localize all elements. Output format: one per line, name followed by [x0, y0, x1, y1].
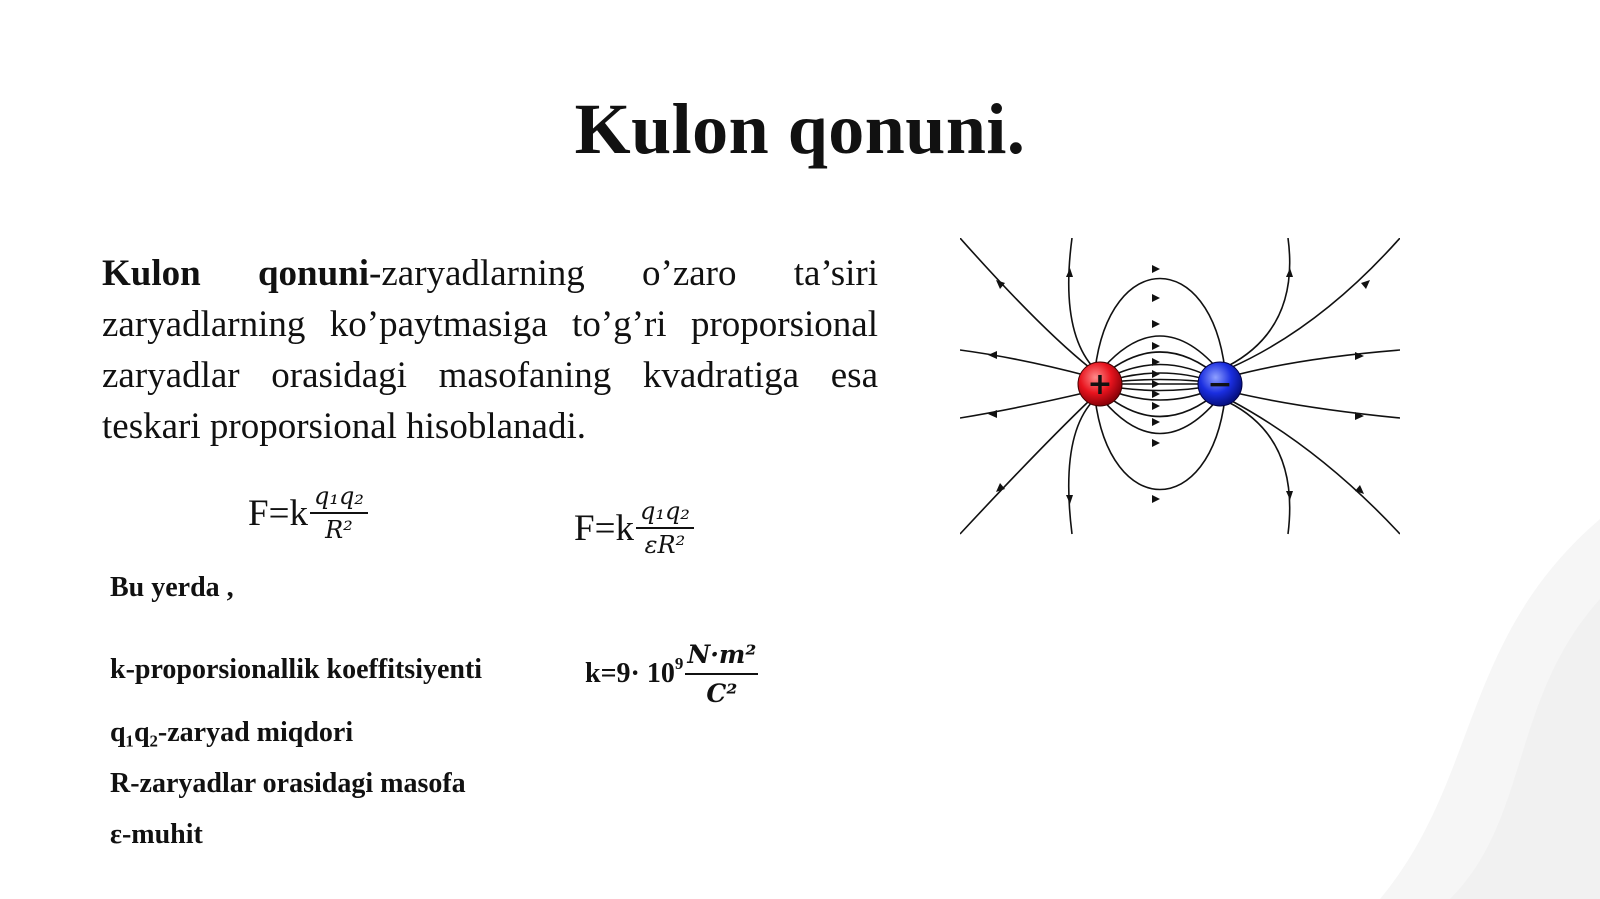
k-formula-denominator: C²: [706, 679, 738, 708]
formula-coulomb-medium: [574, 497, 694, 559]
legend-item-k: k-proporsionallik koeffitsiyenti: [110, 654, 483, 685]
dipole-field-diagram: [960, 238, 1400, 548]
positive-sign: +: [1087, 367, 1113, 402]
negative-sign: −: [1207, 367, 1233, 402]
page-title: Kulon qonuni.: [574, 89, 1026, 169]
definition-text: -zaryadlarning o’zaro ta’siri zaryadlarning ko’paytmasiga to’g’ri proporsional zaryadlar orasidagi masofaning kvadratiga esa teskari proporsional hisoblanadi.: [102, 253, 878, 447]
definition-term: Kulon qonuni: [102, 253, 370, 294]
formula-medium-denominator: εR²: [644, 531, 686, 559]
k-formula-exponent: 9: [674, 654, 684, 673]
formula-coulomb-numerator: q₁q₂: [310, 482, 368, 514]
formula-medium-numerator: q₁q₂: [636, 497, 694, 529]
formula-coulomb: [248, 482, 368, 544]
decorative-swirl: [1340, 519, 1600, 899]
formula-medium-fraction: [636, 497, 694, 559]
legend-item-distance: R-zaryadlar orasidagi masofa: [110, 768, 466, 799]
formula-coulomb-lhs: F=k: [248, 492, 308, 534]
k-constant-formula: [585, 640, 758, 708]
k-formula-lhs: k=9· 10: [585, 658, 675, 689]
k-formula-fraction: [685, 640, 758, 708]
legend-item-medium: ε-muhit: [110, 819, 203, 850]
formula-coulomb-denominator: R²: [325, 516, 353, 544]
where-label: Bu yerda ,: [110, 572, 234, 603]
positive-charge: [1078, 362, 1122, 406]
negative-charge: [1198, 362, 1242, 406]
formula-medium-lhs: F=k: [574, 507, 634, 549]
legend-item-charge: q₁q₂-zaryad miqdori: [110, 717, 354, 748]
k-formula-numerator: N·m²: [685, 640, 758, 675]
formula-coulomb-fraction: [310, 482, 368, 544]
definition-paragraph: [102, 248, 878, 452]
field-lines: [960, 238, 1400, 534]
